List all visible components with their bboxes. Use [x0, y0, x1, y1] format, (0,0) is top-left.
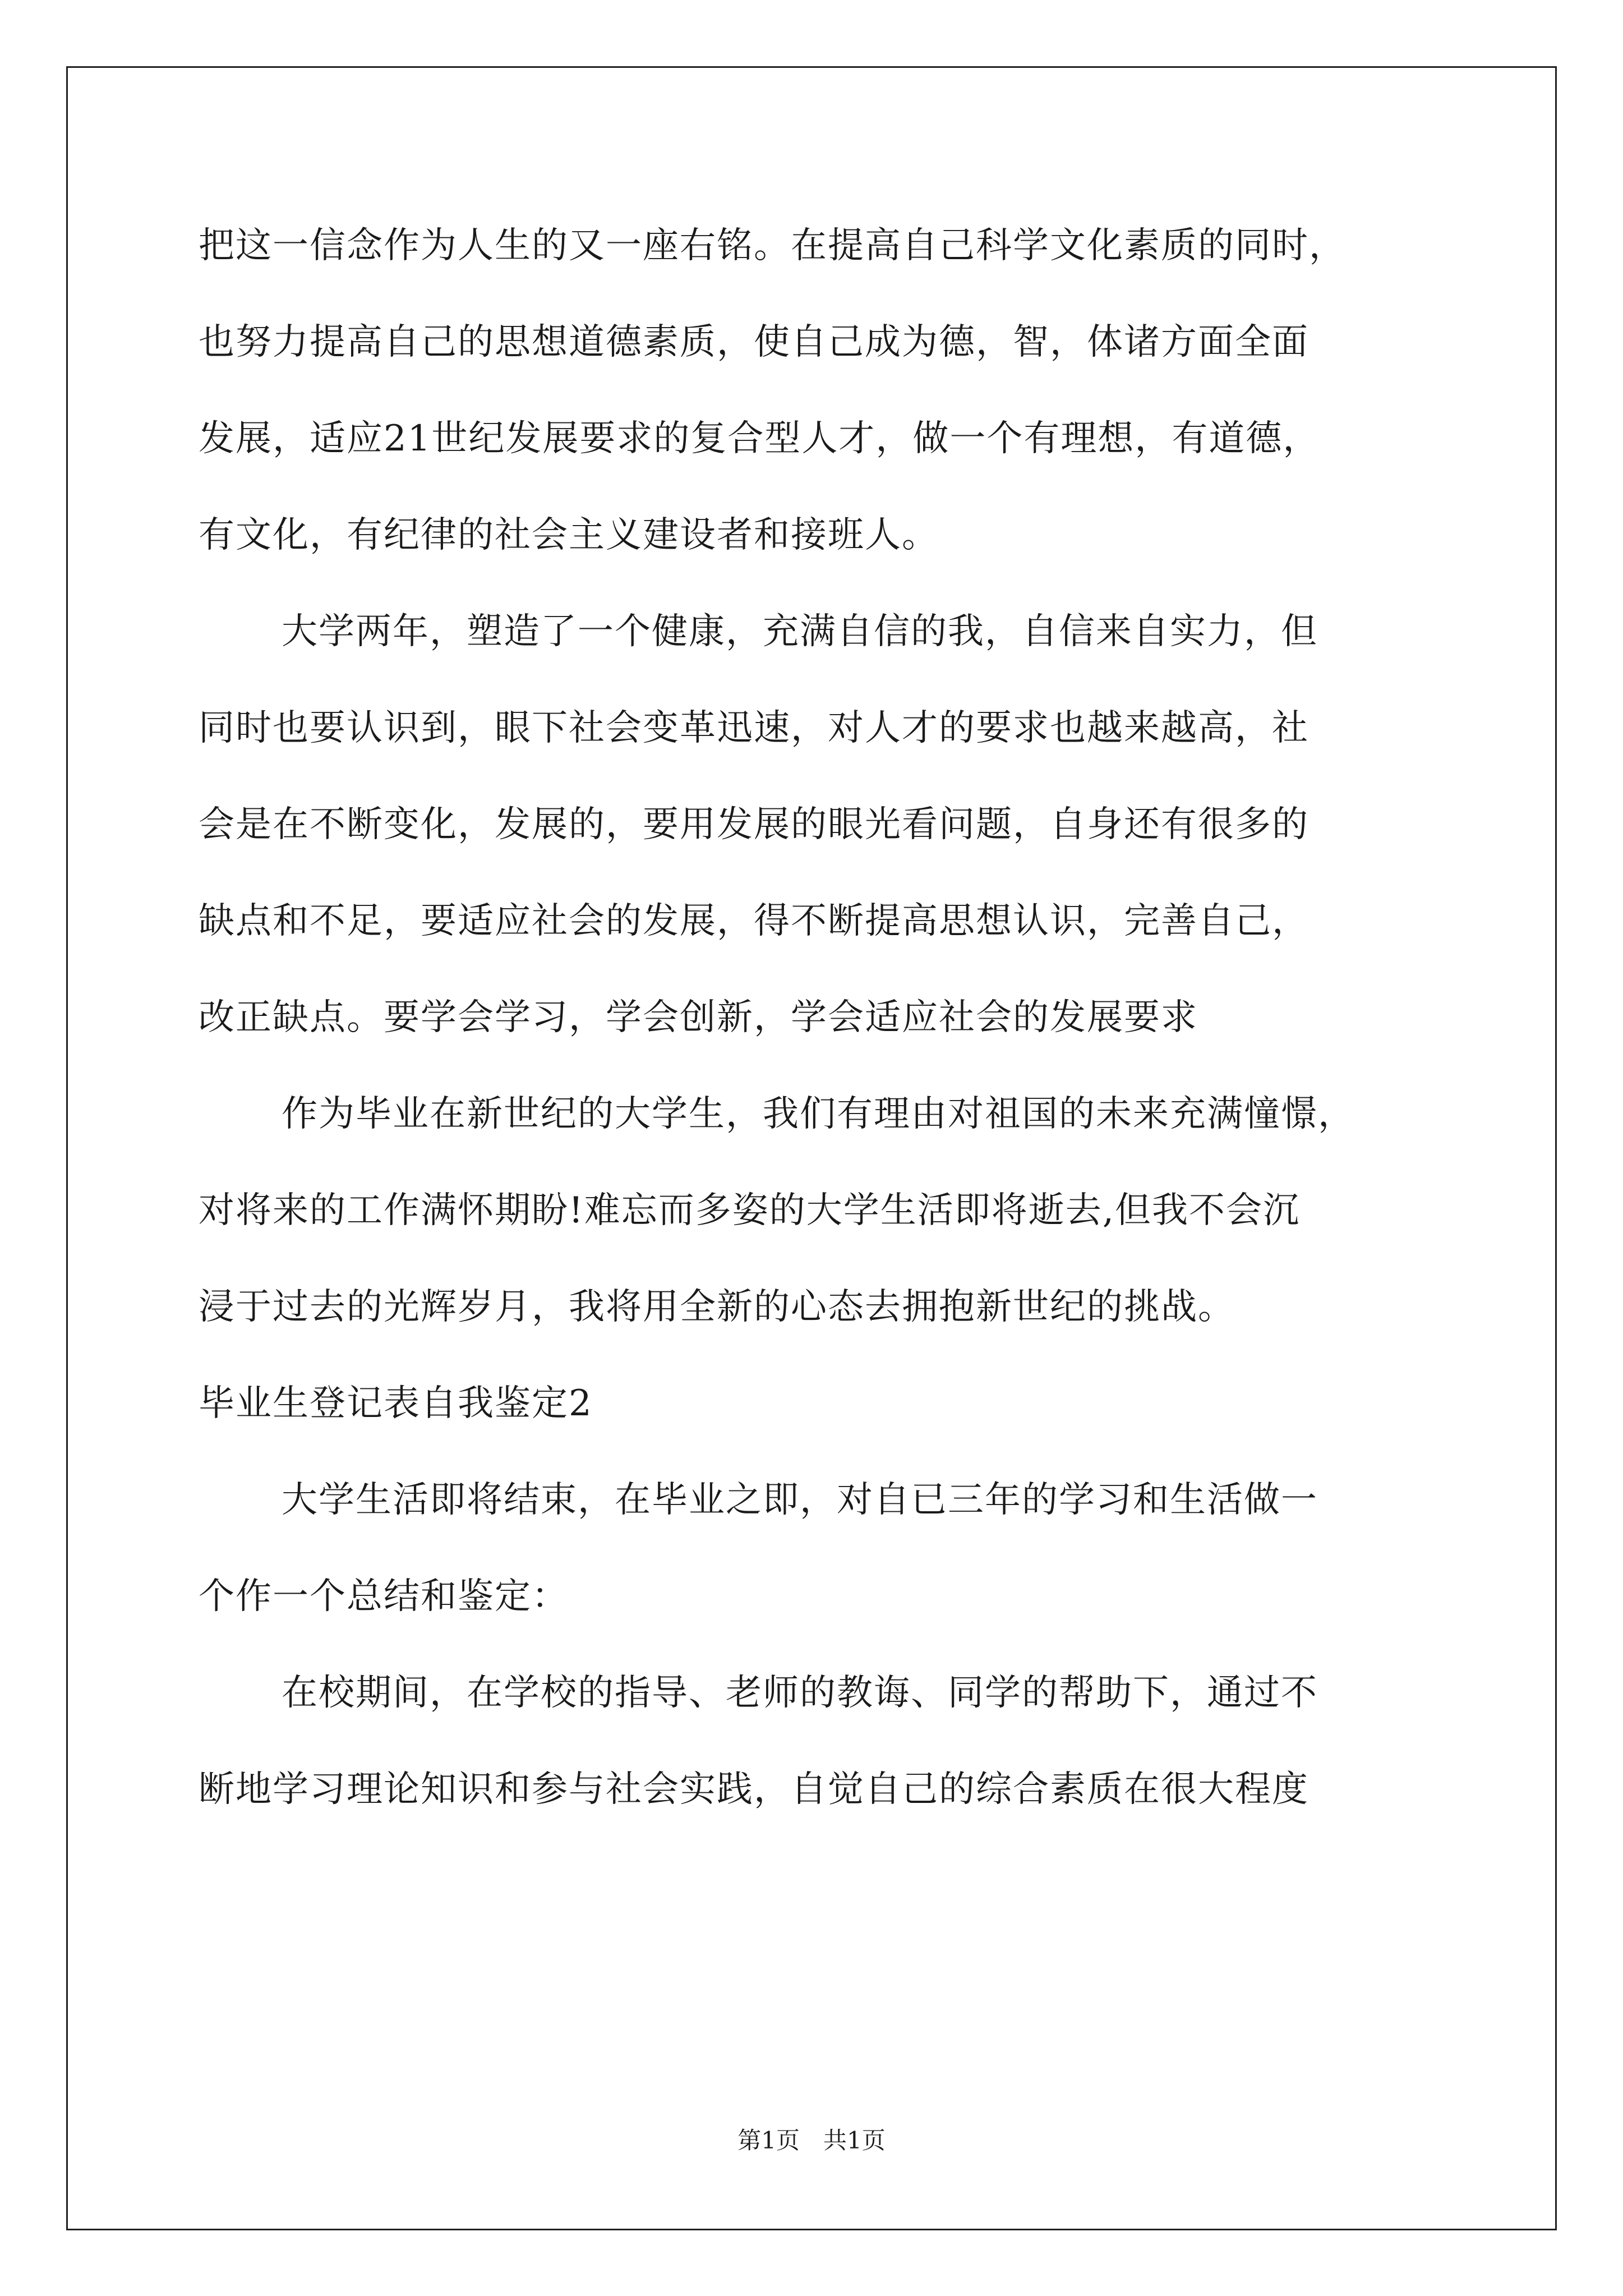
page-number-footer: 第1页 共1页: [737, 2127, 886, 2154]
paragraph-2-line-5: 改正缺点。要学会学习，学会创新，学会适应社会的发展要求: [199, 997, 1198, 1038]
paragraph-3-line-2: 对将来的工作满怀期盼!难忘而多姿的大学生活即将逝去,但我不会沉: [199, 1190, 1301, 1231]
paragraph-2-line-2: 同时也要认识到，眼下社会变革迅速，对人才的要求也越来越高，社: [199, 707, 1309, 749]
paragraph-5-line-1: 在校期间，在学校的指导、老师的教诲、同学的帮助下，通过不: [282, 1672, 1318, 1714]
paragraph-3-line-1: 作为毕业在新世纪的大学生，我们有理由对祖国的未来充满憧憬，: [282, 1093, 1355, 1135]
paragraph-4-line-2: 个作一个总结和鉴定：: [199, 1576, 569, 1617]
paragraph-3-line-3: 浸于过去的光辉岁月，我将用全新的心态去拥抱新世纪的挑战。: [199, 1286, 1235, 1328]
paragraph-1-line-2: 也努力提高自己的思想道德素质，使自己成为德，智，体诸方面全面: [199, 321, 1309, 363]
paragraph-2-line-1: 大学两年，塑造了一个健康，充满自信的我，自信来自实力，但: [282, 611, 1318, 652]
paragraph-1-line-4: 有文化，有纪律的社会主义建设者和接班人。: [199, 514, 939, 556]
page-border: [66, 66, 1557, 2230]
paragraph-2-line-4: 缺点和不足，要适应社会的发展，得不断提高思想认识，完善自己，: [199, 900, 1309, 942]
paragraph-2-line-3: 会是在不断变化，发展的，要用发展的眼光看问题，自身还有很多的: [199, 804, 1309, 845]
section-heading: 毕业生登记表自我鉴定2: [199, 1383, 593, 1424]
paragraph-1-line-1: 把这一信念作为人生的又一座右铭。在提高自己科学文化素质的同时，: [199, 225, 1346, 266]
paragraph-1-line-3: 发展，适应21世纪发展要求的复合型人才，做一个有理想，有道德，: [199, 418, 1320, 459]
paragraph-4-line-1: 大学生活即将结束，在毕业之即，对自已三年的学习和生活做一: [282, 1479, 1318, 1521]
paragraph-5-line-2: 断地学习理论知识和参与社会实践，自觉自己的综合素质在很大程度: [199, 1769, 1309, 1810]
